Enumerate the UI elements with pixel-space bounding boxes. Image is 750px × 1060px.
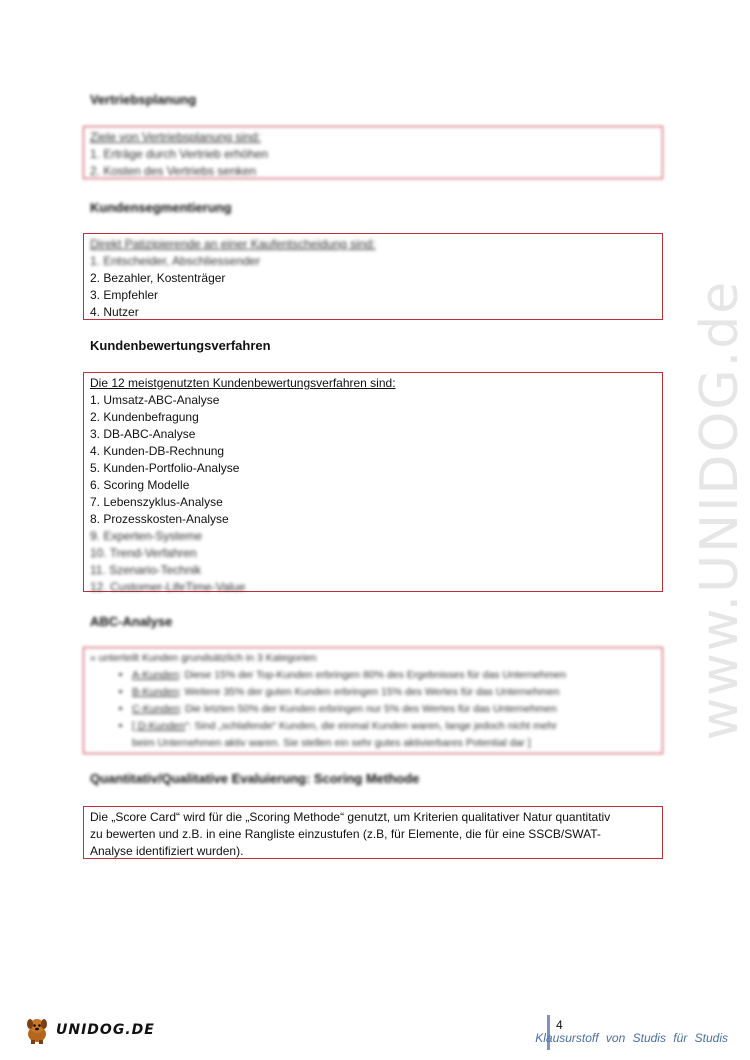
list-item: 1. Umsatz-ABC-Analyse [90, 393, 220, 407]
footer-tagline: Klausurstoff von Studis für Studis [535, 1031, 728, 1045]
bullet-text: : Die letzten 50% der Kunden erbringen nur 5% des Wertes für das Unternehmen [179, 703, 557, 715]
page-number: 4 [556, 1018, 563, 1032]
list-item: 4. Nutzer [90, 305, 139, 319]
bullet-tag: [ D-Kunden [132, 720, 186, 732]
list-item: 3. DB-ABC-Analyse [90, 427, 196, 441]
bullet-text: : Weitere 35% der guten Kunden erbringen 15% des Wertes für das Unternehmen [178, 686, 560, 698]
bullet-text: : Diese 15% der Top-Kunden erbringen 80% des Ergebnisses für das Unternehmen [178, 669, 567, 681]
section-heading-scoring-methode: Quantitativ/Qualitative Evaluierung: Scoring Methode [90, 771, 420, 786]
list-item: 7. Lebenszyklus-Analyse [90, 495, 223, 509]
paragraph-line: Analyse identifiziert wurden). [90, 844, 244, 858]
box-intro: Direkt Patizipierende an einer Kaufentscheidung sind: [90, 237, 376, 251]
list-item [132, 718, 656, 735]
section-heading-kundenbewertungsverfahren: Kundenbewertungsverfahren [90, 338, 271, 353]
list-item [132, 701, 656, 718]
abc-analyse-box [83, 647, 663, 754]
logo-text: UNIDOG.DE [56, 1022, 155, 1038]
paragraph-line: zu bewerten und z.B. in eine Rangliste einzustufen (z.B, für Elemente, die für eine SSCB/SWAT- [90, 827, 601, 841]
list-item: 6. Scoring Modelle [90, 478, 190, 492]
list-item: 1. Entscheider, Abschliessender [90, 254, 261, 268]
kundensegmentierung-box [83, 233, 663, 320]
vertriebsplanung-box [83, 126, 663, 179]
paragraph-line: Die „Score Card“ wird für die „Scoring Methode“ genutzt, um Kriterien qualitativer Natur quantitativ [90, 810, 611, 824]
dog-mascot-icon [22, 1015, 52, 1045]
list-item: 5. Kunden-Portfolio-Analyse [90, 461, 240, 475]
box-intro: » unterteilt Kunden grundsätzlich in 3 Kategorien [90, 652, 317, 664]
list-item: 11. Szenario-Technik [90, 563, 202, 577]
list-item: 4. Kunden-DB-Rechnung [90, 444, 225, 458]
list-item: 9. Experten-Systeme [90, 529, 203, 543]
list-item [132, 667, 656, 684]
unidog-logo [22, 1015, 155, 1045]
bullet-tag: C-Kunden [132, 703, 180, 715]
bullet-tag: B-Kunden [132, 686, 179, 698]
scoring-methode-box [83, 806, 663, 859]
list-item: 2. Kosten des Vertriebs senken [90, 164, 257, 178]
list-item: 12. Customer-LifeTime-Value [90, 580, 246, 594]
bullet-continuation: beim Unternehmen aktiv waren. Sie stellen ein sehr gutes aktivierbares Potential dar ] [132, 737, 531, 749]
kundenbewertungsverfahren-box [83, 372, 663, 592]
box-intro: Ziele von Vertriebsplanung sind: [90, 130, 261, 144]
list-item: 1. Erträge durch Vertrieb erhöhen [90, 147, 269, 161]
bullet-tag: A-Kunden [132, 669, 179, 681]
list-item: 2. Kundenbefragung [90, 410, 199, 424]
list-item: 8. Prozesskosten-Analyse [90, 512, 229, 526]
bullet-text: “: Sind „schlafende“ Kunden, die einmal Kunden waren, lange jedoch nicht mehr [185, 720, 557, 732]
section-heading-kundensegmentierung: Kundensegmentierung [90, 200, 232, 215]
box-intro: Die 12 meistgenutzten Kundenbewertungsverfahren sind: [90, 376, 396, 390]
list-item [132, 684, 656, 701]
list-item: 2. Bezahler, Kostenträger [90, 271, 226, 285]
list-item: 10. Trend-Verfahren [90, 546, 197, 560]
watermark: www.UNIDOG.de [690, 279, 750, 741]
list-item: 3. Empfehler [90, 288, 159, 302]
section-heading-vertriebsplanung: Vertriebsplanung [90, 92, 197, 107]
section-heading-abc-analyse: ABC-Analyse [90, 614, 173, 629]
abc-bullet-list [90, 667, 656, 735]
